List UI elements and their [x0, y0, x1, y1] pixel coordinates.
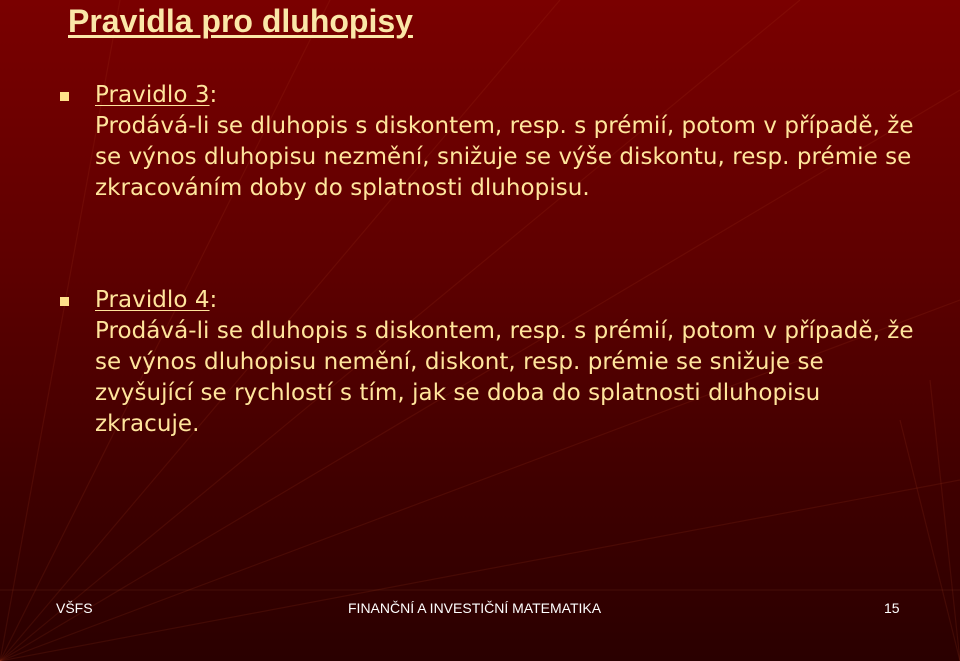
rule-label	[95, 80, 915, 111]
rule-body	[95, 80, 915, 204]
square-bullet-icon	[60, 92, 69, 101]
rule-colon: :	[209, 287, 218, 313]
rule-name: Pravidlo 3	[95, 82, 210, 108]
square-bullet-icon	[60, 297, 69, 306]
rule-item-3	[60, 80, 960, 204]
footer-organization: VŠFS	[56, 600, 93, 616]
slide-title: Pravidla pro dluhopisy	[68, 3, 413, 39]
rule-colon: :	[209, 82, 218, 108]
rule-item-4	[60, 285, 960, 440]
rule-text: Prodává-li se dluhopis s diskontem, resp. s prémií, potom v případě, že se výnos dluhopisu nezmění, snižuje se výše diskontu, resp. prémie se zkracováním doby do splatnosti dluhopisu.	[95, 113, 914, 201]
footer-course-title: FINANČNÍ A INVESTIČNÍ MATEMATIKA	[348, 600, 602, 616]
rule-body	[95, 285, 915, 440]
rule-label	[95, 285, 915, 316]
rule-text: Prodává-li se dluhopis s diskontem, resp. s prémií, potom v případě, že se výnos dluhopisu nemění, diskont, resp. prémie se snižuje se zvyšující se rychlostí s tím, jak se doba do splatnosti dluhopisu zkracuje.	[95, 318, 914, 437]
rule-name: Pravidlo 4	[95, 287, 210, 313]
footer-page-number: 15	[884, 600, 900, 616]
